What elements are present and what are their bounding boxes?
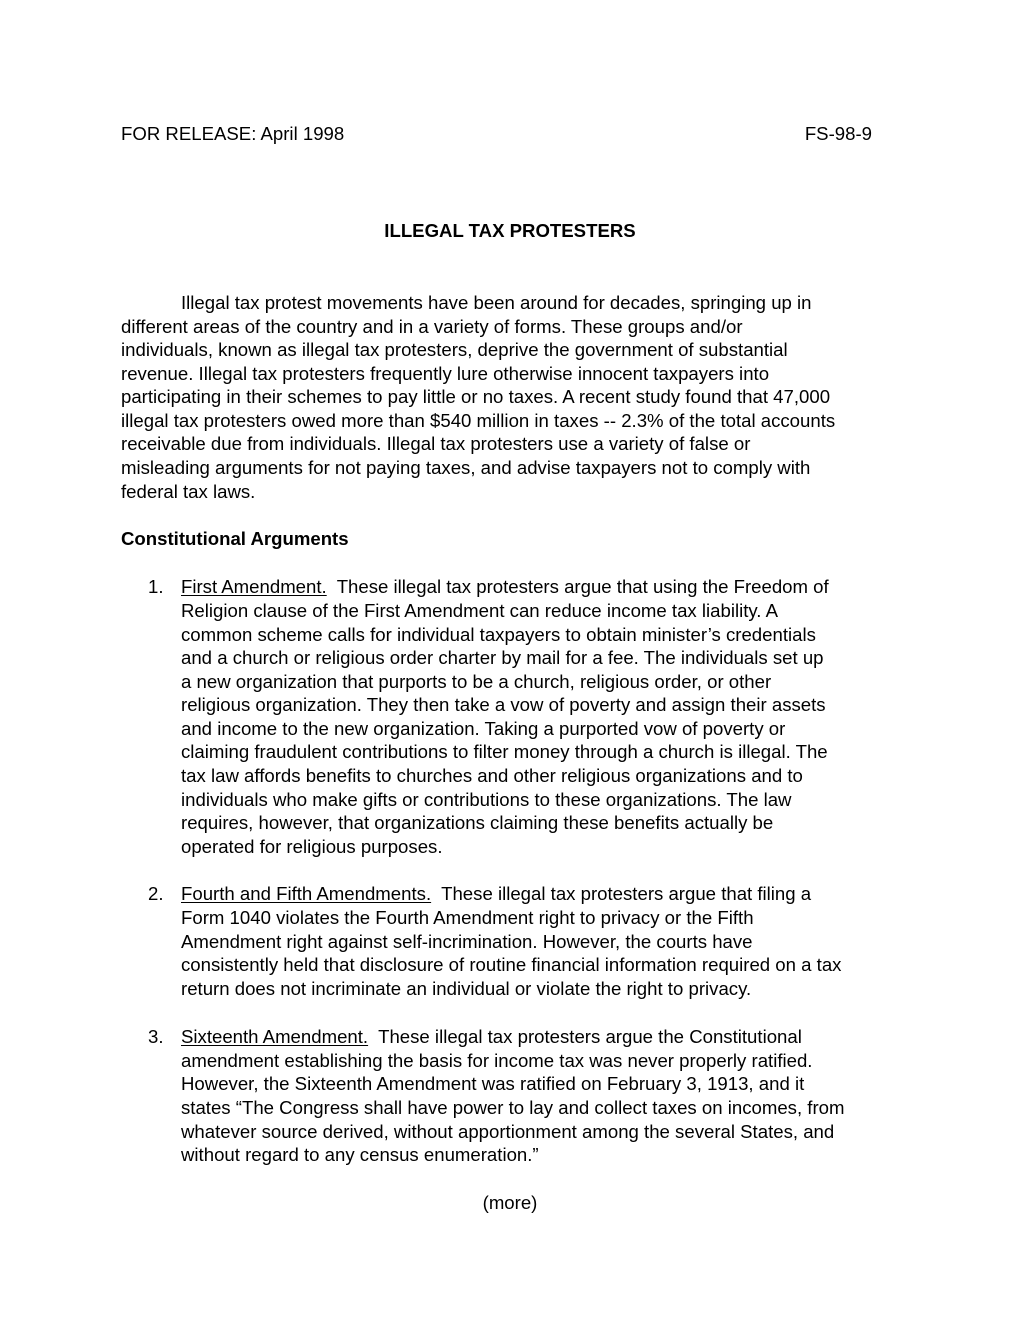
list-number: 1. bbox=[148, 576, 164, 597]
item-line: However, the Sixteenth Amendment was ratified on February 3, 1913, and it bbox=[181, 1073, 805, 1094]
intro-line: federal tax laws. bbox=[121, 481, 256, 502]
intro-line: individuals, known as illegal tax protesters, deprive the government of substantial bbox=[121, 339, 788, 360]
item-line: claiming fraudulent contributions to filter money through a church is illegal. The bbox=[181, 741, 828, 762]
item-text: These illegal tax protesters argue that using the Freedom of bbox=[326, 576, 829, 597]
item-heading: First Amendment. bbox=[181, 576, 327, 597]
list-item-first-line bbox=[181, 576, 829, 598]
release-date: FOR RELEASE: April 1998 bbox=[121, 123, 345, 144]
item-line: Religion clause of the First Amendment can reduce income tax liability. A bbox=[181, 600, 779, 621]
intro-line: participating in their schemes to pay little or no taxes. A recent study found that 47,000 bbox=[121, 386, 831, 407]
list-item-first-line bbox=[181, 883, 811, 905]
intro-line: receivable due from individuals. Illegal tax protesters use a variety of false or bbox=[121, 433, 751, 454]
intro-line: illegal tax protesters owed more than $540 million in taxes -- 2.3% of the total accounts bbox=[121, 410, 836, 431]
list-item-first-line bbox=[181, 1026, 802, 1048]
item-line: consistently held that disclosure of routine financial information required on a tax bbox=[181, 954, 842, 975]
item-line: Form 1040 violates the Fourth Amendment right to privacy or the Fifth bbox=[181, 907, 754, 928]
item-line: without regard to any census enumeration.” bbox=[181, 1144, 539, 1165]
item-text: These illegal tax protesters argue that filing a bbox=[431, 883, 812, 904]
list-number: 2. bbox=[148, 883, 164, 904]
page-title: ILLEGAL TAX PROTESTERS bbox=[384, 220, 636, 241]
list-number: 3. bbox=[148, 1026, 164, 1047]
item-line: Amendment right against self-incrimination. However, the courts have bbox=[181, 931, 753, 952]
item-line: tax law affords benefits to churches and other religious organizations and to bbox=[181, 765, 803, 786]
item-line: common scheme calls for individual taxpayers to obtain minister’s credentials bbox=[181, 624, 816, 645]
item-line: states “The Congress shall have power to lay and collect taxes on incomes, from bbox=[181, 1097, 845, 1118]
item-line: and income to the new organization. Taking a purported vow of poverty or bbox=[181, 718, 786, 739]
item-line: return does not incriminate an individual or violate the right to privacy. bbox=[181, 978, 752, 999]
item-line: religious organization. They then take a vow of poverty and assign their assets bbox=[181, 694, 826, 715]
item-line: a new organization that purports to be a church, religious order, or other bbox=[181, 671, 772, 692]
intro-line: misleading arguments for not paying taxes, and advise taxpayers not to comply with bbox=[121, 457, 811, 478]
item-line: individuals who make gifts or contributions to these organizations. The law bbox=[181, 789, 792, 810]
item-line: requires, however, that organizations claiming these benefits actually be bbox=[181, 812, 774, 833]
item-line: amendment establishing the basis for income tax was never properly ratified. bbox=[181, 1050, 813, 1071]
section-heading: Constitutional Arguments bbox=[121, 528, 349, 549]
item-line: whatever source derived, without apportionment among the several States, and bbox=[181, 1121, 835, 1142]
item-line: and a church or religious order charter by mail for a fee. The individuals set up bbox=[181, 647, 824, 668]
document-id: FS-98-9 bbox=[804, 123, 872, 144]
item-line: operated for religious purposes. bbox=[181, 836, 443, 857]
intro-line: Illegal tax protest movements have been around for decades, springing up in bbox=[181, 292, 812, 313]
item-heading: Sixteenth Amendment. bbox=[181, 1026, 369, 1047]
continuation-marker: (more) bbox=[482, 1192, 538, 1213]
item-heading: Fourth and Fifth Amendments. bbox=[181, 883, 432, 904]
item-text: These illegal tax protesters argue the Constitutional bbox=[368, 1026, 802, 1047]
intro-line: different areas of the country and in a variety of forms. These groups and/or bbox=[121, 316, 743, 337]
intro-line: revenue. Illegal tax protesters frequently lure otherwise innocent taxpayers into bbox=[121, 363, 770, 384]
